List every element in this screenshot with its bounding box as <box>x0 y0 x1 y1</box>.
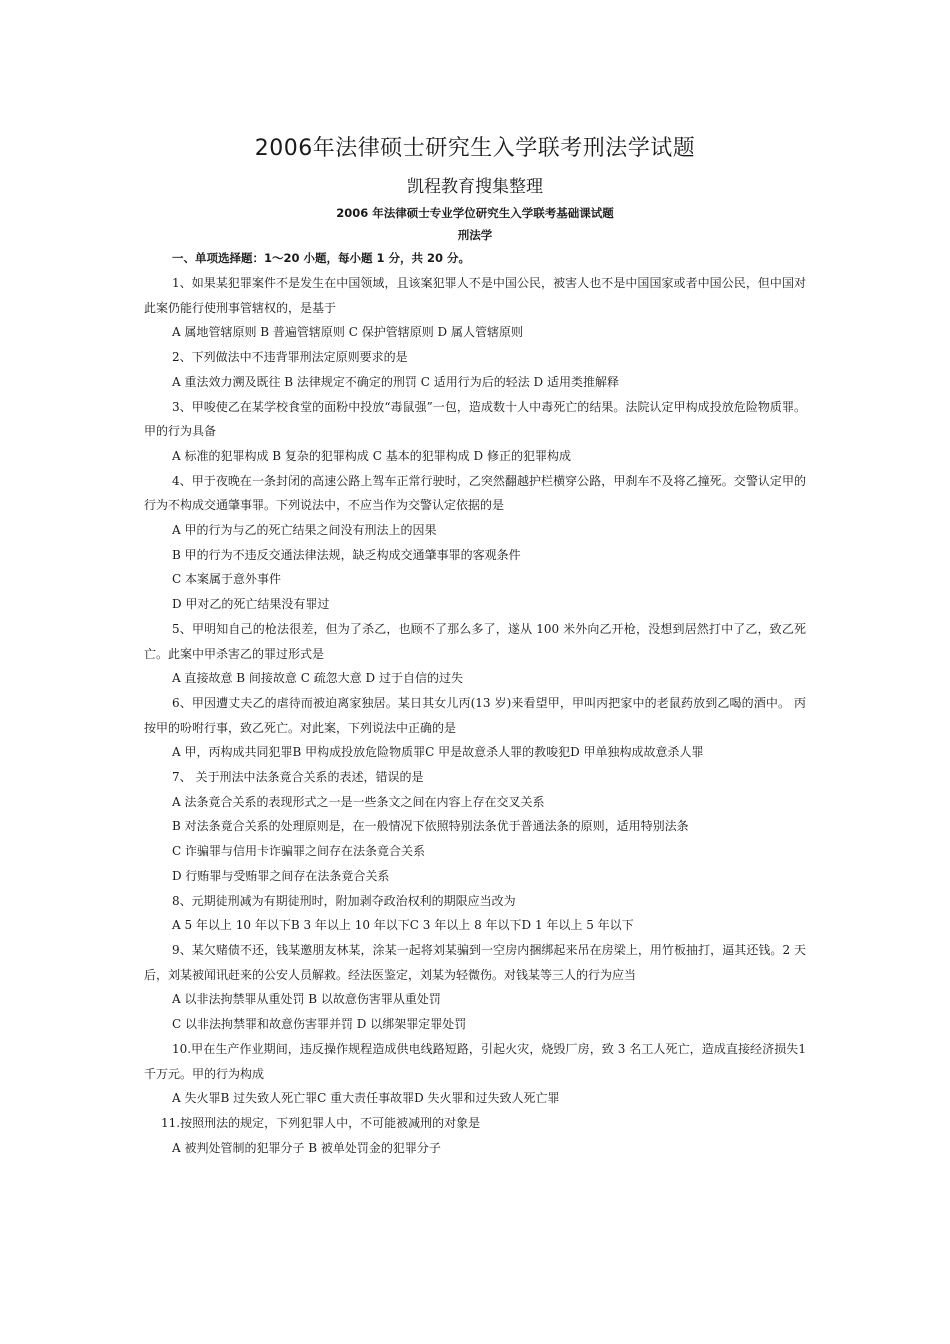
answer-option-line: A 失火罪B 过失致人死亡罪C 重大责任事故罪D 失火罪和过失致人死亡罪 <box>172 1091 560 1106</box>
section-heading: 一、单项选择题：1～20 小题，每小题 1 分，共 20 分。 <box>172 251 471 265</box>
answer-option-line: A 法条竟合关系的表现形式之一是一些条文之间在内容上存在交叉关系 <box>172 794 545 809</box>
document-source: 凯程教育搜集整理 <box>407 177 543 197</box>
answer-option-line: D 行贿罪与受贿罪之间存在法条竟合关系 <box>172 868 390 883</box>
answer-option-line: B 甲的行为不违反交通法律法规，缺乏构成交通肇事罪的客观条件 <box>172 547 521 562</box>
exam-name: 2006 年法律硕士专业学位研究生入学联考基础课试题 <box>336 206 614 220</box>
answer-option-line: C 诈骗罪与信用卡诈骗罪之间存在法条竟合关系 <box>172 844 425 859</box>
answer-option-line: A 标准的犯罪构成 B 复杂的犯罪构成 C 基本的犯罪构成 D 修正的犯罪构成 <box>172 448 571 463</box>
answer-option-line: A 5 年以上 10 年以下B 3 年以上 10 年以下C 3 年以上 8 年以下D 1 年以上 5 年以下 <box>172 918 634 933</box>
question-line: 8、元期徒刑减为有期徒刑时，附加剥夺政治权利的期限应当改为 <box>172 893 516 908</box>
answer-option-line: A 甲的行为与乙的死亡结果之间没有刑法上的因果 <box>172 523 437 538</box>
question-line: 2、下列做法中不违背罪刑法定原则要求的是 <box>172 350 408 365</box>
answer-option-line: C 以非法拘禁罪和故意伤害罪并罚 D 以绑架罪定罪处罚 <box>172 1017 467 1032</box>
answer-option-line: A 以非法拘禁罪从重处罚 B 以故意伤害罪从重处罚 <box>172 992 441 1007</box>
answer-option-line: C 本案属于意外事件 <box>172 572 281 587</box>
question-line: 11.按照刑法的规定，下列犯罪人中，不可能被减刑的对象是 <box>161 1115 481 1130</box>
question-line: A 甲，丙构成共同犯罪B 甲构成投放危险物质罪C 甲是故意杀人罪的教唆犯D 甲单独构成故意杀人罪 <box>172 745 704 760</box>
answer-option-line: A 属地管辖原则 B 普遍管辖原则 C 保护管辖原则 D 属人管辖原则 <box>172 325 523 340</box>
question-body <box>144 271 806 1160</box>
question-line: 7、 关于刑法中法条竟合关系的表述，错误的是 <box>172 770 424 785</box>
subject-title: 刑法学 <box>457 228 493 242</box>
question-line: 3、甲唆使乙在某学校食堂的面粉中投放“毒鼠强”一包，造成数十人中毒死亡的结果。法院认定甲构成投放危险物质罪。甲的行为具备 <box>144 399 806 439</box>
answer-option-line: A 直接故意 B 间接故意 C 疏忽大意 D 过于自信的过失 <box>172 671 463 686</box>
question-line: 10.甲在生产作业期间，违反操作规程造成供电线路短路，引起火灾，烧毁厂房，致 3 名工人死亡，造成直接经济损失1 千万元。甲的行为构成 <box>144 1041 806 1081</box>
question-line: 6、甲因遭丈夫乙的虐待而被迫离家独居。某日其女儿丙(13 岁)来看望甲，甲叫丙把家中的老鼠药放到乙喝的酒中。 丙按甲的吩咐行事，致乙死亡。对此案，下列说法中正确的是 <box>144 695 806 735</box>
question-line: 5、甲明知自己的枪法很差，但为了杀乙，也顾不了那么多了，遂从 100 米外向乙开枪，没想到居然打中了乙，致乙死 亡。此案中甲杀害乙的罪过形式是 <box>144 621 806 661</box>
answer-option-line: A 重法效力溯及既往 B 法律规定不确定的刑罚 C 适用行为后的轻法 D 适用类推解释 <box>172 374 619 389</box>
answer-option-line: A 被判处管制的犯罪分子 B 被单处罚金的犯罪分子 <box>172 1140 441 1155</box>
question-line: 4、甲于夜晚在一条封闭的高速公路上驾车正常行驶时，乙突然翻越护栏横穿公路，甲刹车不及将乙撞死。交警认定甲的行为不构成交通肇事罪。下列说法中，不应当作为交警认定依据的是 <box>144 473 806 513</box>
document-title: 2006年法律硕士研究生入学联考刑法学试题 <box>254 136 696 161</box>
document-page <box>144 132 806 1160</box>
answer-option-line: D 甲对乙的死亡结果没有罪过 <box>172 597 330 612</box>
question-line: 1、如果某犯罪案件不是发生在中国领域，且该案犯罪人不是中国公民，被害人也不是中国国家或者中国公民，但中国对此案仍能行使刑事管辖权的，是基于 <box>144 276 806 315</box>
answer-option-line: B 对法条竟合关系的处理原则是，在一般情况下依照特别法条优于普通法条的原则，适用特别法条 <box>172 819 689 834</box>
question-line: 9、某欠赌债不还，钱某邀朋友林某，涂某一起将刘某骗到一空房内捆绑起来吊在房梁上，用竹板抽打，逼其还钱。2 天后，刘某被闻讯赶来的公安人员解救。经法医鉴定，刘某为轻微伤。对钱某等三人的行为应当 <box>144 942 806 982</box>
